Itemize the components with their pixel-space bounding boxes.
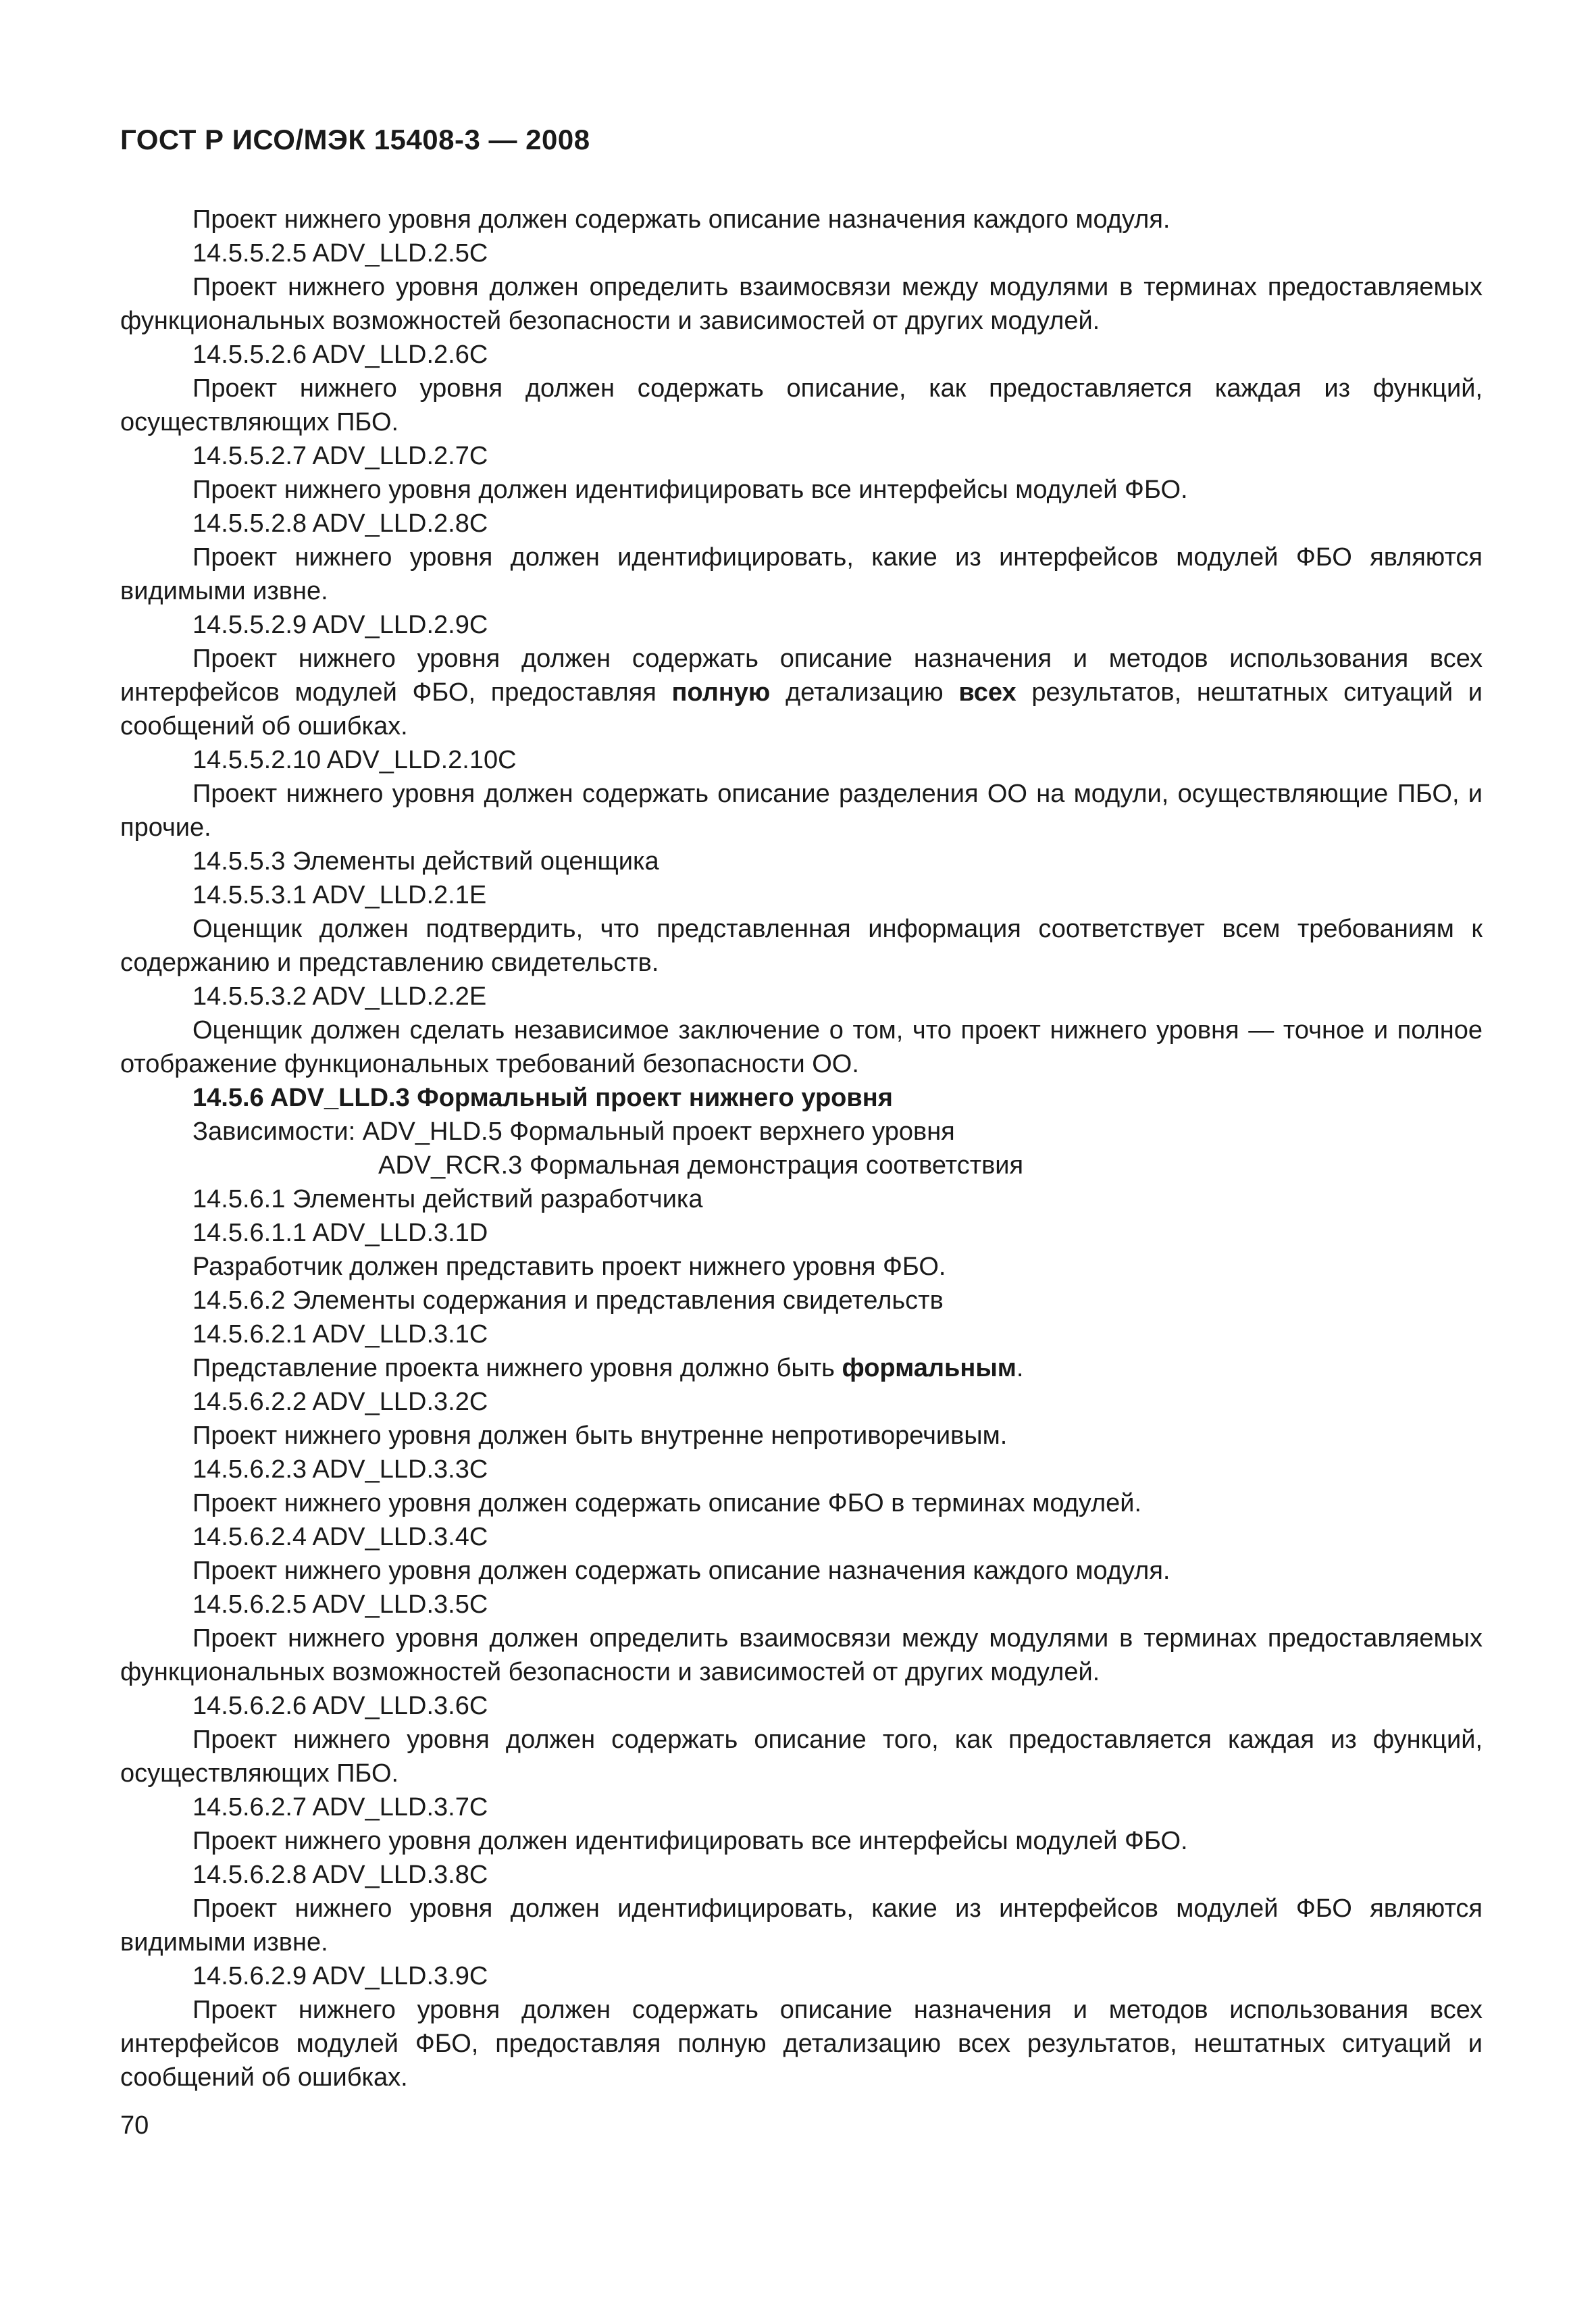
paragraph: [120, 980, 1483, 1013]
paragraph-text: Проект нижнего уровня должен содержать описание назначения и методов использования всех интерфейсов модулей ФБО, предоставляя: [120, 645, 1483, 707]
paragraph: [120, 540, 1483, 608]
paragraph-text: .: [1016, 1354, 1024, 1382]
paragraph: [120, 743, 1483, 777]
paragraph-text: 14.5.6.2.6 ADV_LLD.3.6C: [192, 1692, 488, 1720]
paragraph-text: Проект нижнего уровня должен содержать описание разделения ОО на модули, осуществляющие ПБО, и прочие.: [120, 780, 1483, 842]
paragraph: [120, 439, 1483, 473]
paragraph: [120, 1486, 1483, 1520]
paragraph-text: Проект нижнего уровня должен содержать описание того, как предоставляется каждая из функций, осуществляющих ПБО.: [120, 1726, 1483, 1788]
paragraph: [120, 1317, 1483, 1351]
paragraph-text: 14.5.6.2.4 ADV_LLD.3.4C: [192, 1523, 488, 1551]
paragraph: [120, 338, 1483, 372]
emphasis-text: полную: [671, 678, 771, 707]
paragraph: [120, 1993, 1483, 2094]
paragraph-text: 14.5.5.3.2 ADV_LLD.2.2E: [192, 982, 487, 1011]
paragraph-text: 14.5.5.2.8 ADV_LLD.2.8C: [192, 509, 488, 538]
paragraph: [120, 1419, 1483, 1453]
paragraph-text: 14.5.6.1 Элементы действий разработчика: [192, 1185, 703, 1213]
paragraph-text: Зависимости: ADV_HLD.5 Формальный проект верхнего уровня: [192, 1117, 955, 1146]
paragraph: [120, 1858, 1483, 1892]
paragraph: [120, 203, 1483, 236]
paragraph-text: 14.5.6.2.3 ADV_LLD.3.3C: [192, 1455, 488, 1484]
paragraph-text: Проект нижнего уровня должен содержать описание назначения каждого модуля.: [192, 1557, 1170, 1585]
paragraph: [120, 1216, 1483, 1250]
page-number: 70: [120, 2111, 149, 2140]
paragraph-text: Проект нижнего уровня должен содержать описание, как предоставляется каждая из функций, осуществляющих ПБО.: [120, 374, 1483, 436]
paragraph-text: Проект нижнего уровня должен идентифицировать все интерфейсы модулей ФБО.: [192, 476, 1188, 504]
paragraph-text: 14.5.5.2.9 ADV_LLD.2.9C: [192, 611, 488, 639]
paragraph-text: 14.5.6.2.8 ADV_LLD.3.8C: [192, 1861, 488, 1889]
document-body: [120, 203, 1483, 2094]
paragraph: [120, 1588, 1483, 1621]
paragraph: [120, 1892, 1483, 1959]
paragraph-text: 14.5.5.3.1 ADV_LLD.2.1E: [192, 881, 487, 909]
paragraph-text: Оценщик должен сделать независимое заключение о том, что проект нижнего уровня — точное и полное отображение функциональных требований безопасности ОО.: [120, 1016, 1483, 1078]
paragraph-text: 14.5.6.2.7 ADV_LLD.3.7C: [192, 1793, 488, 1821]
paragraph: [120, 1453, 1483, 1486]
paragraph: [120, 1351, 1483, 1385]
paragraph-text: детализацию: [770, 678, 959, 707]
paragraph-text: Проект нижнего уровня должен идентифицировать все интерфейсы модулей ФБО.: [192, 1827, 1188, 1855]
paragraph-text: ADV_RCR.3 Формальная демонстрация соответствия: [378, 1151, 1024, 1180]
paragraph: [120, 507, 1483, 540]
paragraph-text: 14.5.5.2.5 ADV_LLD.2.5C: [192, 239, 488, 268]
paragraph-text: 14.5.6.2.5 ADV_LLD.3.5C: [192, 1590, 488, 1619]
paragraph: [120, 642, 1483, 743]
paragraph: [120, 270, 1483, 338]
paragraph-text: 14.5.6.1.1 ADV_LLD.3.1D: [192, 1219, 488, 1247]
paragraph-text: Разработчик должен представить проект нижнего уровня ФБО.: [192, 1253, 946, 1281]
paragraph: [120, 845, 1483, 878]
section-heading: [120, 1081, 1483, 1115]
paragraph-text: 14.5.5.2.7 ADV_LLD.2.7C: [192, 442, 488, 470]
paragraph-text: 14.5.6.2.9 ADV_LLD.3.9C: [192, 1962, 488, 1990]
paragraph: [120, 1520, 1483, 1554]
paragraph: [120, 1959, 1483, 1993]
paragraph: [120, 608, 1483, 642]
paragraph-text: Оценщик должен подтвердить, что представленная информация соответствует всем требованиям к содержанию и представлению свидетельств.: [120, 915, 1483, 977]
paragraph: [120, 1284, 1483, 1317]
paragraph: [120, 1182, 1483, 1216]
emphasis-text: формальным: [842, 1354, 1016, 1382]
paragraph-text: Проект нижнего уровня должен содержать описание ФБО в терминах модулей.: [192, 1489, 1142, 1517]
paragraph-text: Проект нижнего уровня должен содержать описание назначения и методов использования всех интерфейсов модулей ФБО, предоставляя полную детализацию всех результатов, нештатных ситуаций и сообщений об ошибках.: [120, 1996, 1483, 2092]
paragraph-text: 14.5.5.2.10 ADV_LLD.2.10C: [192, 746, 517, 774]
paragraph-text: Проект нижнего уровня должен определить взаимосвязи между модулями в терминах предоставляемых функциональных возможностей безопасности и зависимостей от других модулей.: [120, 1624, 1483, 1686]
paragraph-text: 14.5.6.2.2 ADV_LLD.3.2C: [192, 1388, 488, 1416]
paragraph-text: Проект нижнего уровня должен быть внутренне непротиворечивым.: [192, 1422, 1008, 1450]
paragraph-text: Проект нижнего уровня должен идентифицировать, какие из интерфейсов модулей ФБО являются видимыми извне.: [120, 543, 1483, 605]
paragraph-text: Представление проекта нижнего уровня должно быть: [192, 1354, 842, 1382]
paragraph: [120, 1385, 1483, 1419]
page-header-title: ГОСТ Р ИСО/МЭК 15408-3 — 2008: [120, 124, 590, 155]
paragraph: [120, 1250, 1483, 1284]
paragraph: [120, 878, 1483, 912]
paragraph: [120, 1149, 1483, 1182]
paragraph-text: результатов, нештатных ситуаций и сообщений об ошибках.: [120, 678, 1483, 740]
paragraph-text: Проект нижнего уровня должен определить взаимосвязи между модулями в терминах предоставляемых функциональных возможностей безопасности и зависимостей от других модулей.: [120, 273, 1483, 335]
paragraph: [120, 236, 1483, 270]
paragraph-text: Проект нижнего уровня должен содержать описание назначения каждого модуля.: [192, 205, 1170, 234]
paragraph: [120, 1013, 1483, 1081]
paragraph: [120, 1115, 1483, 1149]
paragraph-text: 14.5.5.2.6 ADV_LLD.2.6C: [192, 341, 488, 369]
paragraph-text: 14.5.6.2 Элементы содержания и представления свидетельств: [192, 1286, 944, 1315]
paragraph: [120, 912, 1483, 980]
paragraph: [120, 1723, 1483, 1790]
paragraph: [120, 1689, 1483, 1723]
paragraph-text: 14.5.5.3 Элементы действий оценщика: [192, 847, 659, 876]
paragraph: [120, 1554, 1483, 1588]
emphasis-text: всех: [958, 678, 1016, 707]
paragraph-text: 14.5.6 ADV_LLD.3 Формальный проект нижнего уровня: [192, 1084, 893, 1112]
paragraph: [120, 372, 1483, 439]
paragraph: [120, 473, 1483, 507]
paragraph: [120, 1790, 1483, 1824]
paragraph: [120, 1824, 1483, 1858]
paragraph: [120, 1621, 1483, 1689]
paragraph: [120, 777, 1483, 845]
paragraph-text: 14.5.6.2.1 ADV_LLD.3.1C: [192, 1320, 488, 1349]
paragraph-text: Проект нижнего уровня должен идентифицировать, какие из интерфейсов модулей ФБО являются видимыми извне.: [120, 1894, 1483, 1957]
